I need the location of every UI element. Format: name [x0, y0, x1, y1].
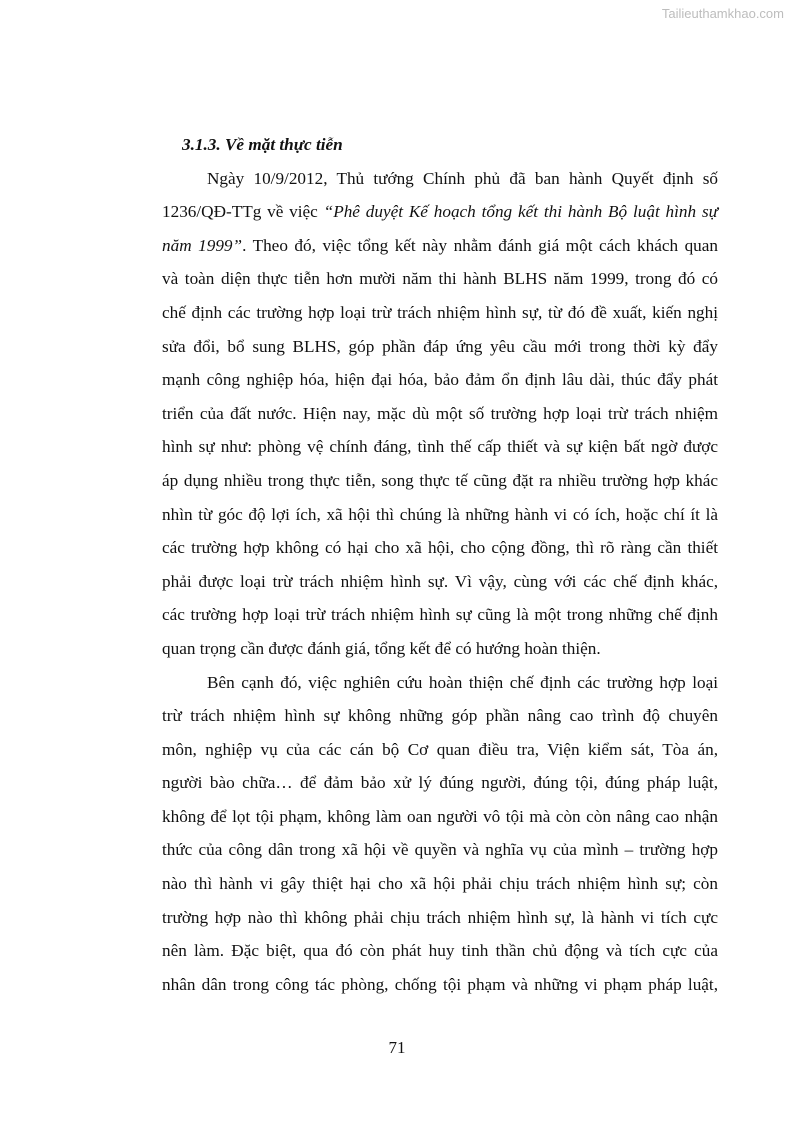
- text-line: nên làm. Đặc biệt, qua đó còn phát huy tinh thần chủ động và tích cực của: [162, 941, 718, 961]
- section-heading: 3.1.3. Về mặt thực tiễn: [182, 135, 343, 154]
- document-body: [162, 128, 718, 1001]
- text-line: trường hợp nào thì không phải chịu trách nhiệm hình sự, là hành vi tích cực: [162, 907, 718, 927]
- text-line: Bên cạnh đó, việc nghiên cứu hoàn thiện chế định các trường hợp loại: [207, 672, 718, 692]
- watermark: Tailieuthamkhao.com: [661, 6, 784, 21]
- text-line: [162, 229, 718, 263]
- quoted-title: “Phê duyệt Kế hoạch tổng kết thi hành Bộ luật hình sự: [323, 202, 719, 222]
- text-line: áp dụng nhiều trong thực tiễn, song thực tế cũng đặt ra nhiều trường hợp khác: [162, 470, 718, 490]
- quoted-title: năm 1999”: [162, 235, 243, 255]
- text-line: [162, 195, 718, 229]
- text-line: triển của đất nước. Hiện nay, mặc dù một số trường hợp loại trừ trách nhiệm: [162, 403, 718, 423]
- text-span: 1236/QĐ-TTg về việc: [162, 202, 324, 222]
- text-line: trừ trách nhiệm hình sự không những góp phần nâng cao trình độ chuyên: [162, 706, 718, 726]
- text-line: nào thì hành vi gây thiệt hại cho xã hội phải chịu trách nhiệm hình sự; còn: [162, 874, 718, 894]
- text-line: thức của công dân trong xã hội về quyền và nghĩa vụ của mình – trường hợp: [162, 840, 718, 860]
- text-line: và toàn diện thực tiễn hơn mười năm thi hành BLHS năm 1999, trong đó có: [162, 269, 718, 289]
- paragraph-1: [162, 162, 718, 666]
- text-line: người bào chữa… để đảm bảo xử lý đúng người, đúng tội, đúng pháp luật,: [162, 773, 718, 793]
- text-span: . Theo đó, việc tổng kết này nhằm đánh giá một cách khách quan: [242, 235, 718, 255]
- page-number: 71: [388, 1038, 406, 1057]
- paragraph-2: [162, 666, 718, 1002]
- text-line: môn, nghiệp vụ của các cán bộ Cơ quan điều tra, Viện kiểm sát, Tòa án,: [162, 739, 718, 759]
- text-line: nhìn từ góc độ lợi ích, xã hội thì chúng là những hành vi có ích, hoặc chí ít là: [162, 504, 718, 524]
- text-line: không để lọt tội phạm, không làm oan người vô tội mà còn còn nâng cao nhận: [162, 806, 718, 826]
- text-line: sửa đổi, bổ sung BLHS, góp phần đáp ứng yêu cầu mới trong thời kỳ đẩy: [162, 336, 718, 356]
- text-line: quan trọng cần được đánh giá, tổng kết để có hướng hoàn thiện.: [162, 638, 601, 658]
- text-line: nhân dân trong công tác phòng, chống tội phạm và những vi phạm pháp luật,: [162, 974, 718, 994]
- text-line: các trường hợp loại trừ trách nhiệm hình sự cũng là một trong những chế định: [162, 605, 718, 625]
- text-line: phải được loại trừ trách nhiệm hình sự. Vì vậy, cùng với các chế định khác,: [162, 571, 718, 591]
- text-line: mạnh công nghiệp hóa, hiện đại hóa, bảo đảm ổn định lâu dài, thúc đẩy phát: [162, 370, 718, 390]
- text-line: Ngày 10/9/2012, Thủ tướng Chính phủ đã ban hành Quyết định số: [207, 168, 718, 188]
- text-line: hình sự như: phòng vệ chính đáng, tình thế cấp thiết và sự kiện bất ngờ được: [162, 437, 718, 457]
- text-line: các trường hợp không có hại cho xã hội, cho cộng đồng, thì rõ ràng cần thiết: [162, 538, 718, 558]
- text-line: chế định các trường hợp loại trừ trách nhiệm hình sự, từ đó đề xuất, kiến nghị: [162, 302, 718, 322]
